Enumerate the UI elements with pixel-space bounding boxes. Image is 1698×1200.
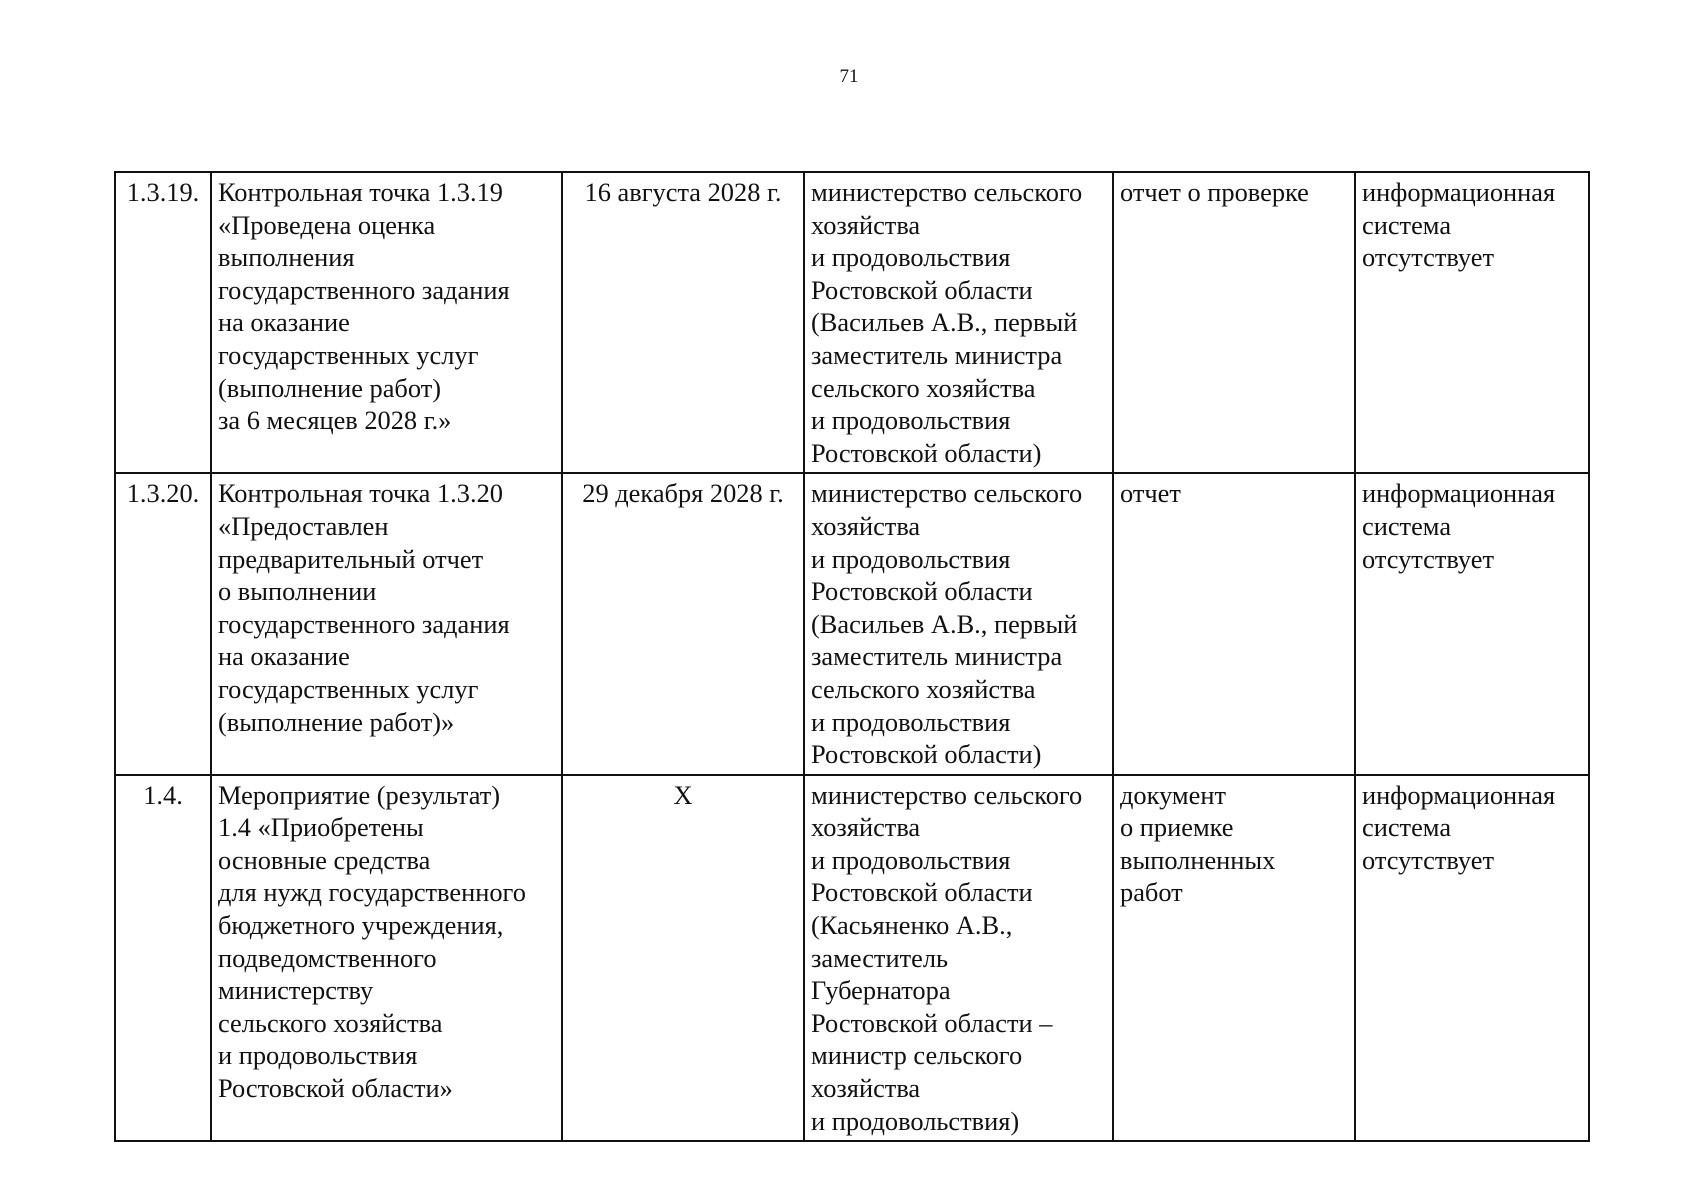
cell-text-line: хозяйства [811,510,921,541]
cell-text-line: и продовольствия [811,543,1011,574]
cell-text-line: и продовольствия [811,706,1011,737]
cell-text-line: информационная [1362,779,1556,810]
cell-info-system [1355,473,1589,774]
cell-text-line: отсутствует [1362,844,1495,875]
cell-text-line: и продовольствия [811,844,1011,875]
table-row [115,775,1589,1142]
cell-text-line: (выполнение работ)» [218,706,455,737]
plan-table [114,171,1590,1142]
cell-text-line: хозяйства [811,209,921,240]
cell-text-line: 1.4 «Приобретены [218,812,424,843]
cell-text-line: Ростовской области) [811,739,1042,770]
cell-text-line: за 6 месяцев 2028 г.» [218,405,452,436]
cell-text-line: сельского хозяйства [811,372,1036,403]
cell-text-line: подведомственного [218,942,437,973]
cell-text-line: государственного задания [218,608,510,639]
cell-text-line: отсутствует [1362,242,1495,273]
cell-text-line: и продовольствия) [811,1105,1020,1136]
cell-text-line: о приемке [1120,812,1234,843]
cell-text-line: государственных услуг [218,339,479,370]
cell-text-line: работ [1120,877,1183,908]
plan-table-body [115,172,1589,1141]
cell-text-line: документ [1120,779,1226,810]
cell-text-line: информационная [1362,177,1556,207]
cell-text-line: информационная [1362,478,1556,509]
cell-text-line: выполнения [218,242,355,273]
cell-event-name [211,775,562,1142]
cell-text-line: государственного задания [218,274,510,305]
cell-responsible [804,473,1113,774]
cell-text-line: сельского хозяйства [811,673,1036,704]
cell-text-line: Контрольная точка 1.3.20 [218,478,503,509]
cell-number [115,473,211,774]
cell-text-line: и продовольствия [811,405,1011,436]
cell-text-line: Контрольная точка 1.3.19 [218,177,503,207]
cell-text-line: система [1362,510,1452,541]
cell-text-line: Ростовской области – [811,1007,1053,1038]
cell-text-line: Ростовской области [811,274,1033,305]
cell-event-name [211,473,562,774]
table-row [115,172,1589,473]
cell-text-line: «Предоставлен [218,510,389,541]
cell-info-system [1355,172,1589,473]
cell-text-line: основные средства [218,844,431,875]
cell-text: 1.3.20. [126,478,200,509]
cell-text-line: «Проведена оценка [218,209,436,240]
cell-text-line: и продовольствия [811,242,1011,273]
cell-text: 16 августа 2028 г. [584,177,782,207]
cell-text: 1.3.19. [126,177,200,207]
cell-document [1113,172,1355,473]
cell-text-line: (Васильев А.В., первый [811,608,1078,639]
cell-text: 1.4. [143,779,183,810]
cell-event-name [211,172,562,473]
cell-text-line: хозяйства [811,1073,921,1104]
cell-text-line: заместитель министра [811,339,1063,370]
cell-document [1113,775,1355,1142]
cell-responsible [804,172,1113,473]
cell-date [562,775,804,1142]
cell-text-line: на оказание [218,307,350,338]
cell-text-line: отчет о проверке [1120,177,1309,207]
cell-text-line: бюджетного учреждения, [218,910,504,941]
cell-text-line: сельского хозяйства [218,1007,443,1038]
cell-text-line: система [1362,812,1452,843]
cell-text-line: государственных услуг [218,673,479,704]
cell-text-line: для нужд государственного [218,877,526,908]
cell-text-line: (Касьяненко А.В., [811,910,1013,941]
cell-text: 29 декабря 2028 г. [582,478,784,509]
cell-document [1113,473,1355,774]
cell-text-line: Мероприятие (результат) [218,779,501,810]
cell-text-line: Ростовской области [811,576,1033,607]
table-row [115,473,1589,774]
cell-text-line: Ростовской области [811,877,1033,908]
cell-text-line: Ростовской области» [218,1073,453,1104]
cell-text-line: Ростовской области) [811,437,1042,468]
cell-text-line: отчет [1120,478,1181,509]
cell-text-line: предварительный отчет [218,543,484,574]
cell-text-line: заместитель [811,942,949,973]
cell-text-line: министерству [218,975,374,1006]
cell-text: Х [673,779,693,810]
cell-text-line: на оказание [218,641,350,672]
cell-text-line: министерство сельского [811,779,1083,810]
cell-text-line: (Васильев А.В., первый [811,307,1078,338]
cell-number [115,172,211,473]
cell-text-line: министерство сельского [811,177,1083,207]
cell-text-line: система [1362,209,1452,240]
cell-text-line: хозяйства [811,812,921,843]
cell-info-system [1355,775,1589,1142]
cell-responsible [804,775,1113,1142]
cell-text-line: министр сельского [811,1040,1023,1071]
cell-date [562,172,804,473]
cell-date [562,473,804,774]
cell-text-line: и продовольствия [218,1040,418,1071]
cell-text-line: министерство сельского [811,478,1083,509]
cell-text-line: о выполнении [218,576,377,607]
cell-text-line: отсутствует [1362,543,1495,574]
cell-text-line: (выполнение работ) [218,372,442,403]
cell-text-line: выполненных [1120,844,1276,875]
page-number: 71 [839,66,859,87]
cell-text-line: Губернатора [811,975,951,1006]
cell-text-line: заместитель министра [811,641,1063,672]
cell-number [115,775,211,1142]
